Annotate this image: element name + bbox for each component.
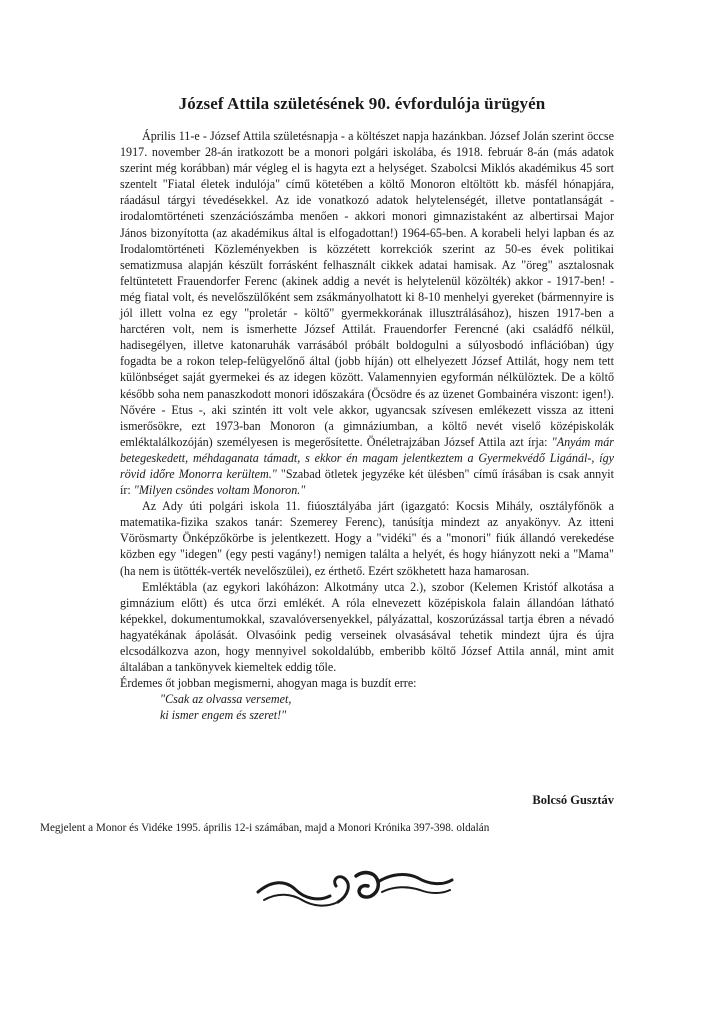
article-title: József Attila születésének 90. évfordulója ürügyén bbox=[178, 94, 546, 113]
quote-2: "Milyen csöndes voltam Monoron." bbox=[133, 483, 306, 498]
article-body bbox=[120, 128, 614, 723]
paragraph-4: Érdemes őt jobban megismerni, ahogyan maga is buzdít erre: bbox=[120, 676, 417, 691]
verse-line-1: "Csak az olvassa versemet, bbox=[160, 692, 292, 707]
paragraph-3: Emléktábla (az egykori lakóházon: Alkotmány utca 2.), szobor (Kelemen Kristóf alkotása a gimnázium előtt) és utca őrzi emlékét. A róla elnevezett középiskola falain állandóan látható képekkel, dokumentumokkal, szavalóversenyekkel, pályázattal, koszorúzással tartja ébren a névadó hagyatékának ápolását. Olvasóink pedig verseinek olvasásával tehetik mindezt újra és újra elcsodálkozva azon, hogy mennyivel sokoldalúbb, emberibb költő József Attila annál, mint amit általában a tankönyvek kiemeltek eddig tőle. bbox=[120, 579, 614, 675]
paragraph-1-continuation: "Szabad ötletek jegyzéke két ülésben" című írásában is csak annyit ír: bbox=[120, 466, 614, 498]
source-note: Megjelent a Monor és Vidéke 1995. április 12-i számában, majd a Monori Krónika 397-398. oldalán bbox=[40, 822, 490, 834]
author-signature: Bolcsó Gusztáv bbox=[532, 793, 614, 807]
paragraph-1 bbox=[120, 128, 614, 498]
paragraph-2: Az Ady úti polgári iskola 11. fiúosztályába járt (igazgató: Kocsis Mihály, osztályfőnök a matematika-fizika szakos tanár: Szemerey Ferenc), tanúsítja mindezt az anyakönyv. Az itteni Vörösmarty Önképzőkörbe is jelentkezett. Hogy a "vidéki" és a "monori" fiúk állandó verekedése közben egy "idegen" (egy pesti vagány!) nemigen találta a helyét, és hogy hiányzott neki a "Mama" (ha nem is ütötték-verték nevelőszülei), ez érthető. Ezért szökhetett haza hamarosan. bbox=[120, 499, 614, 578]
quote-1: "Anyám már betegeskedett, méhdaganata támadt, s ekkor én magam jelentkeztem a Gyermekvédő Ligánál-, így rövid időre Monorra kerültem." bbox=[120, 434, 615, 481]
paragraph-1-text: Április 11-e - József Attila születésnapja - a költészet napja hazánkban. József Jolán szerint öccse 1917. november 28-án iratkozott be a monori polgári iskolába, és 1918. február 8-án (más adatok szerint még korábban) már végleg el is hagyta ezt a helységet. Szabolcsi Miklós akadémikus 45 sort szentelt "Fiatal életek indulója" című kötetében a költő Monoron eltöltött kb. másfél hónapjára, ráadásul tárgyi tévedésekkel. Az ide vonatkozó adatok helytelenségét, illetve pontatlanságát - irodalomtörténeti szenzációszámba menően - akkori monori gimnazistaként az albertirsai Major János bizonyította (az akadémikus által is elfogadottan!) 1964-65-ben. A korabeli helyi lapban és az Irodalomtörténeti Közleményekben is közzétett korrekciók szerint az 50-es évek politikai sematizmusa alapján készült forrásként felhasznált cikkek adatai hamisak. Az "öreg" asztalosnak feltüntetett Frauendorfer Ferenc (akinek addig a nevét is helytelenül közölték) akkor - 1917-ben! - még fiatal volt, és nevelőszülőként sem zsákmányolhatott ki 8-10 menhelyi gyereket (bármennyire is jól illett volna ez egy "proletár - költő" gyermekkorának illusztrálásához), hiszen 1917-ben a harctéren volt, nem is ismerhette József Attilát. Frauendorfer Ferencné (aki családfő nélkül, hadisegélyen, illetve katonaruhák varrásából próbált boldogulni a súlyosbodó inflációban) úgy fogadta be a rokon telep-felügyelőnő által (jobb híján) ott elhelyezett József Attilát, hogy nem tett különbséget saját gyermekei és az idegen között. Valamennyien egyformán nélkülöztek. De a költő később soha nem panaszkodott monori időszakára (Öcsödre és az üzenet Gombainéra viszont: igen!). Nővére - Etus -, aki szintén itt volt vele akkor, ugyancsak szívesen emlékezett vissza az itteni ismerősökre, ezt 1973-ban Monoron (a gimnáziumban, a költő nevét viselő középiskolák emléktalálkozóján) személyesen is megerősítette. Önéletrajzában József Attila azt írja: bbox=[120, 129, 614, 449]
swirl-ornament-icon bbox=[252, 862, 458, 914]
verse-line-2: ki ismer engem és szeret!" bbox=[160, 708, 287, 723]
